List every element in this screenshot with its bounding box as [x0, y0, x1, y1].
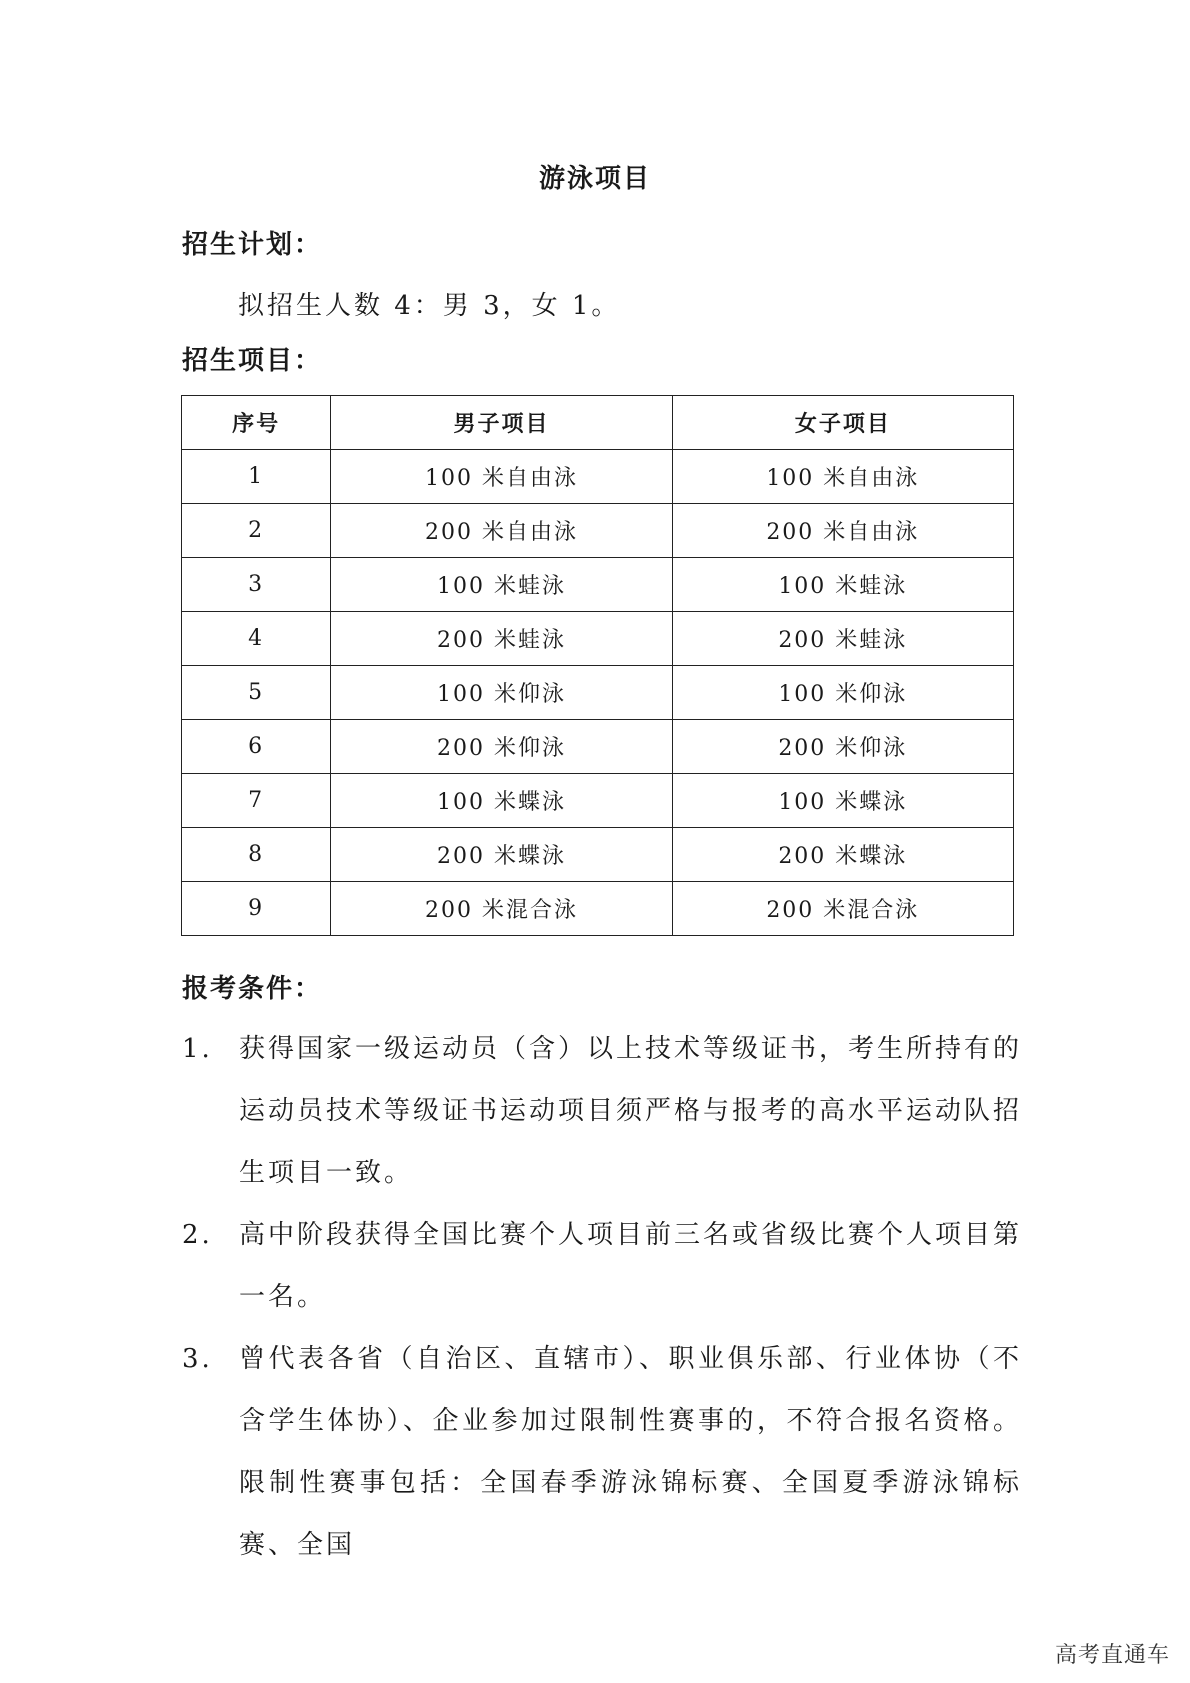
- row-number: 4: [182, 612, 331, 666]
- men-event: 200 米蝶泳: [331, 828, 672, 882]
- women-event: 200 米混合泳: [672, 882, 1013, 936]
- table-row: [182, 774, 1014, 828]
- women-event: 200 米仰泳: [672, 720, 1013, 774]
- row-number: 6: [182, 720, 331, 774]
- men-event: 200 米仰泳: [331, 720, 672, 774]
- table-row: [182, 558, 1014, 612]
- column-header-women: 女子项目: [672, 396, 1013, 450]
- condition-text: 获得国家一级运动员（含）以上技术等级证书，考生所持有的运动员技术等级证书运动项目须严格与报考的高水平运动队招生项目一致。: [239, 1034, 1023, 1188]
- condition-text: 曾代表各省（自治区、直辖市）、职业俱乐部、行业体协（不含学生体协）、企业参加过限制性赛事的，不符合报名资格。限制性赛事包括：全国春季游泳锦标赛、全国夏季游泳锦标赛、全国: [239, 1344, 1022, 1560]
- conditions-heading: 报考条件：: [182, 974, 323, 1004]
- plan-heading: 招生计划：: [182, 230, 323, 260]
- table-header-row: [182, 396, 1014, 450]
- women-event: 200 米蝶泳: [672, 828, 1013, 882]
- row-number: 1: [182, 450, 331, 504]
- condition-item: [182, 1018, 1022, 1204]
- row-number: 2: [182, 504, 331, 558]
- watermark: 高考直通车: [1054, 1643, 1170, 1668]
- women-event: 100 米蝶泳: [672, 774, 1013, 828]
- women-event: 200 米自由泳: [672, 504, 1013, 558]
- table-row: [182, 828, 1014, 882]
- men-event: 100 米自由泳: [331, 450, 672, 504]
- men-event: 200 米混合泳: [331, 882, 672, 936]
- row-number: 8: [182, 828, 331, 882]
- page-title: 游泳项目: [538, 164, 651, 194]
- men-event: 200 米蛙泳: [331, 612, 672, 666]
- condition-text: 高中阶段获得全国比赛个人项目前三名或省级比赛个人项目第一名。: [239, 1220, 1023, 1312]
- women-event: 100 米蛙泳: [672, 558, 1013, 612]
- table-row: [182, 720, 1014, 774]
- table-row: [182, 504, 1014, 558]
- condition-number: 3.: [182, 1344, 213, 1374]
- men-event: 100 米蝶泳: [331, 774, 672, 828]
- women-event: 100 米自由泳: [672, 450, 1013, 504]
- men-event: 100 米仰泳: [331, 666, 672, 720]
- table-row: [182, 882, 1014, 936]
- column-header-men: 男子项目: [331, 396, 672, 450]
- condition-number: 2.: [182, 1220, 213, 1250]
- row-number: 5: [182, 666, 331, 720]
- condition-item: [182, 1328, 1022, 1576]
- men-event: 100 米蛙泳: [331, 558, 672, 612]
- events-heading: 招生项目：: [182, 346, 323, 376]
- column-header-number: 序号: [182, 396, 331, 450]
- condition-number: 1.: [182, 1034, 213, 1064]
- women-event: 100 米仰泳: [672, 666, 1013, 720]
- women-event: 200 米蛙泳: [672, 612, 1013, 666]
- plan-text: 拟招生人数 4：男 3，女 1。: [238, 291, 621, 321]
- men-event: 200 米自由泳: [331, 504, 672, 558]
- events-table: [181, 395, 1014, 936]
- row-number: 9: [182, 882, 331, 936]
- table-row: [182, 612, 1014, 666]
- condition-item: [182, 1204, 1022, 1328]
- table-row: [182, 450, 1014, 504]
- row-number: 7: [182, 774, 331, 828]
- table-row: [182, 666, 1014, 720]
- row-number: 3: [182, 558, 331, 612]
